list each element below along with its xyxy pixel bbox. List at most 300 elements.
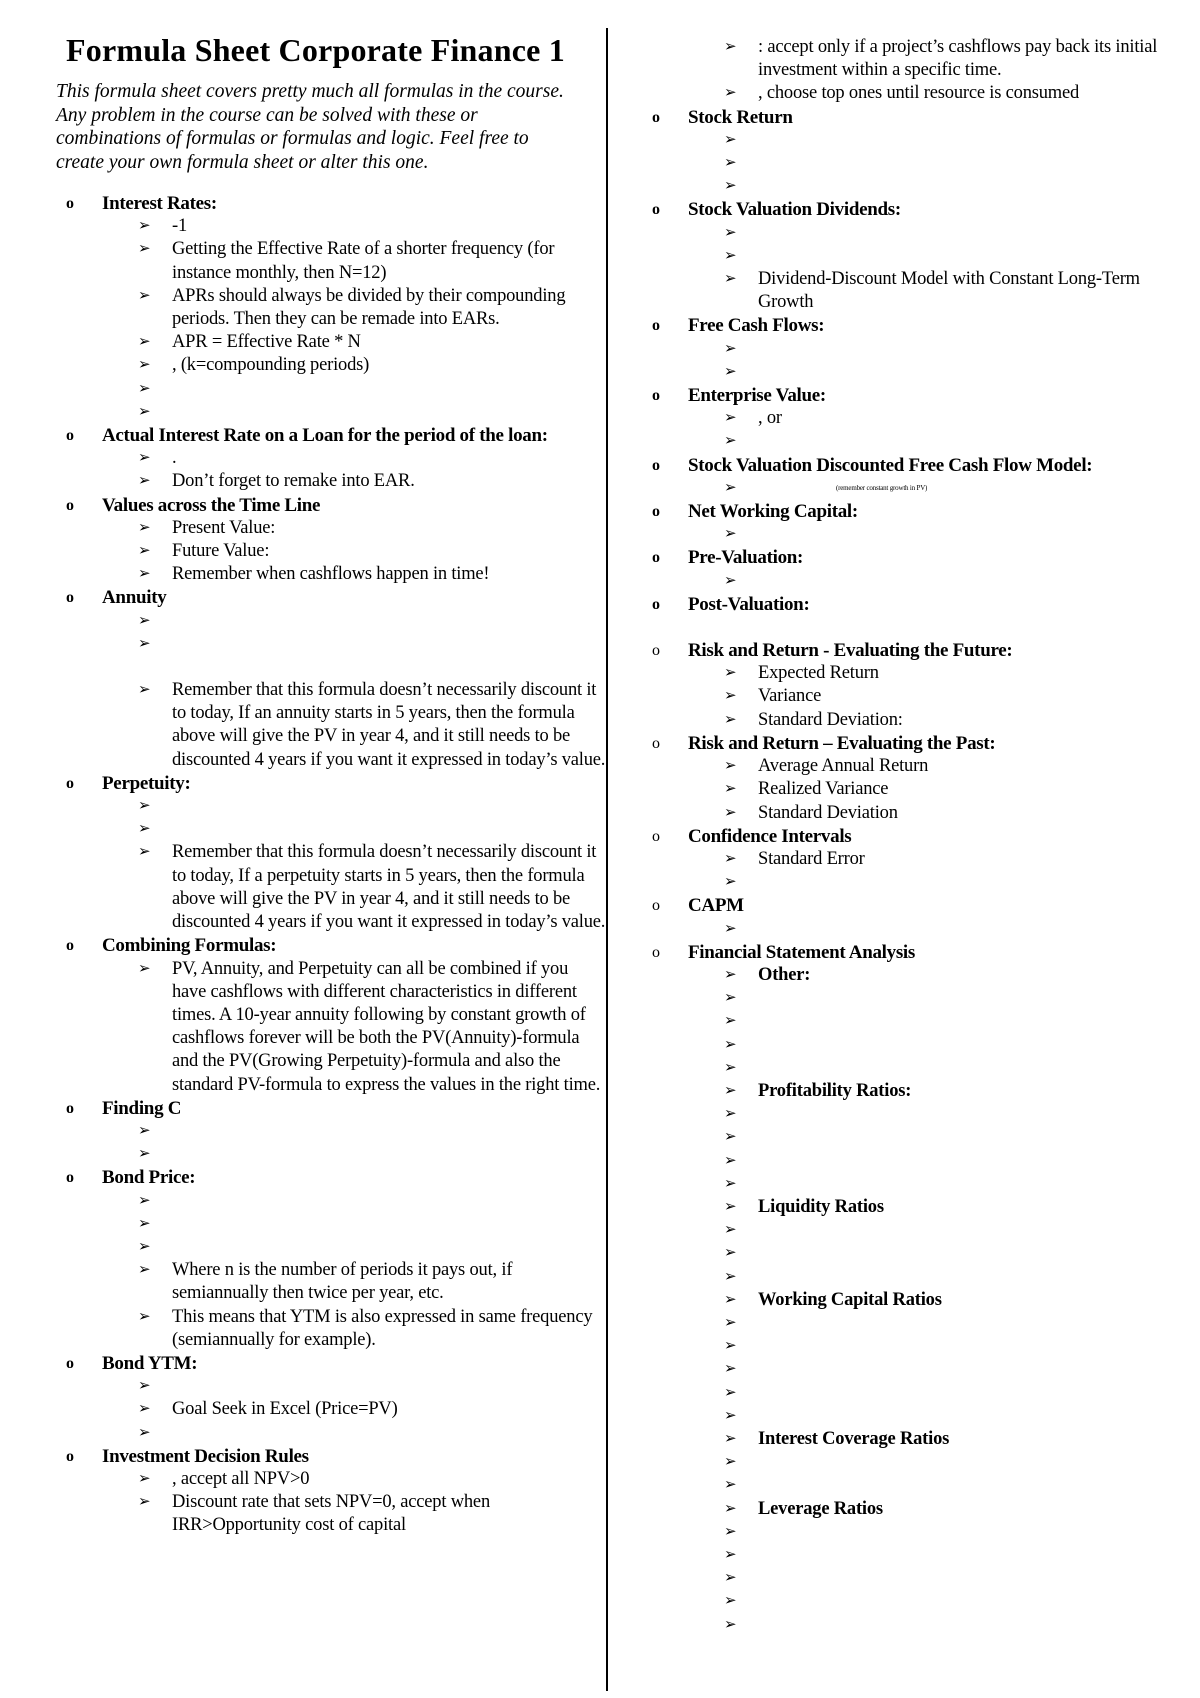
list-item bbox=[642, 1219, 1187, 1242]
page-title: Formula Sheet Corporate Finance 1 bbox=[66, 32, 565, 68]
arrow-bullet-icon: ➢ bbox=[724, 1268, 737, 1285]
list-item bbox=[642, 987, 1187, 1010]
list-item bbox=[56, 285, 606, 331]
list-item bbox=[56, 331, 606, 354]
section-heading bbox=[56, 424, 606, 447]
section-items bbox=[642, 338, 1187, 384]
section-title: Combining Formulas: bbox=[102, 935, 277, 957]
section-title: Bond Price: bbox=[102, 1167, 196, 1189]
list-item bbox=[56, 679, 606, 772]
section-heading bbox=[642, 639, 1187, 662]
right-sections bbox=[642, 106, 1187, 1637]
section-heading bbox=[56, 586, 606, 609]
item-text: , or bbox=[758, 408, 782, 429]
left-sections bbox=[56, 192, 606, 1538]
arrow-bullet-icon: ➢ bbox=[138, 1262, 151, 1279]
arrow-bullet-icon: ➢ bbox=[138, 380, 151, 397]
arrow-bullet-icon: ➢ bbox=[724, 1523, 737, 1540]
list-item bbox=[642, 1266, 1187, 1289]
circle-bullet-icon: o bbox=[66, 1447, 74, 1465]
list-item bbox=[642, 1312, 1187, 1335]
section-risk-and-return-evaluating-the-future bbox=[642, 639, 1187, 732]
section-title: Perpetuity: bbox=[102, 772, 191, 794]
circle-bullet-icon: o bbox=[652, 943, 660, 961]
section-finding-c bbox=[56, 1097, 606, 1167]
list-item bbox=[642, 802, 1187, 825]
item-text: Leverage Ratios bbox=[758, 1498, 883, 1519]
section-heading bbox=[642, 384, 1187, 407]
section-annuity bbox=[56, 586, 606, 771]
list-item bbox=[56, 215, 606, 238]
arrow-bullet-icon: ➢ bbox=[724, 1593, 737, 1610]
arrow-bullet-icon: ➢ bbox=[724, 1129, 737, 1146]
circle-bullet-icon: o bbox=[652, 108, 660, 126]
list-item bbox=[642, 1544, 1187, 1567]
arrow-bullet-icon: ➢ bbox=[138, 798, 151, 815]
section-pre-valuation bbox=[642, 546, 1187, 592]
section-capm bbox=[642, 894, 1187, 940]
item-text: (remember constant growth in PV) bbox=[836, 483, 928, 492]
list-item bbox=[56, 378, 606, 401]
circle-bullet-icon: o bbox=[652, 317, 660, 335]
section-heading bbox=[642, 546, 1187, 569]
item-text: . bbox=[172, 448, 177, 469]
arrow-bullet-icon: ➢ bbox=[724, 1059, 737, 1076]
arrow-bullet-icon: ➢ bbox=[724, 1222, 737, 1239]
section-heading bbox=[642, 732, 1187, 755]
list-item bbox=[642, 175, 1187, 198]
arrow-bullet-icon: ➢ bbox=[724, 1198, 737, 1215]
item-text: Remember that this formula doesn’t necessarily discount it to today, If a perpetuity starts in 5 years, then the formula above will give the PV in year 4, and it still needs to be discounted 4 years if you want it expressed in today’s value. bbox=[172, 842, 606, 933]
section-heading bbox=[56, 1445, 606, 1468]
section-items bbox=[642, 570, 1187, 593]
arrow-bullet-icon: ➢ bbox=[724, 131, 737, 148]
circle-bullet-icon: o bbox=[652, 456, 660, 474]
list-item bbox=[56, 540, 606, 563]
arrow-bullet-icon: ➢ bbox=[724, 850, 737, 867]
section-heading bbox=[56, 192, 606, 215]
list-item bbox=[642, 407, 1187, 430]
list-item bbox=[56, 633, 606, 656]
list-item bbox=[642, 338, 1187, 361]
right-top-items bbox=[642, 36, 1187, 106]
list-item bbox=[642, 1242, 1187, 1265]
arrow-bullet-icon: ➢ bbox=[724, 479, 737, 496]
list-item bbox=[56, 841, 606, 934]
section-items bbox=[56, 215, 606, 424]
section-heading bbox=[642, 106, 1187, 129]
section-title: Risk and Return - Evaluating the Future: bbox=[688, 640, 1013, 662]
section-title: CAPM bbox=[688, 895, 744, 917]
circle-bullet-icon: o bbox=[66, 589, 74, 607]
list-item bbox=[56, 1398, 606, 1421]
arrow-bullet-icon: ➢ bbox=[724, 39, 737, 55]
item-text: Where n is the number of periods it pays out, if semiannually then twice per year, etc. bbox=[172, 1260, 513, 1304]
arrow-bullet-icon: ➢ bbox=[724, 688, 737, 705]
section-items bbox=[642, 662, 1187, 732]
item-text: , choose top ones until resource is consumed bbox=[758, 83, 1080, 104]
arrow-bullet-icon: ➢ bbox=[724, 224, 737, 241]
arrow-bullet-icon: ➢ bbox=[724, 526, 737, 543]
arrow-bullet-icon: ➢ bbox=[724, 711, 737, 728]
circle-bullet-icon: o bbox=[652, 201, 660, 219]
section-items bbox=[642, 964, 1187, 1637]
list-item bbox=[56, 1422, 606, 1445]
list-item bbox=[56, 1236, 606, 1259]
section-title: Investment Decision Rules bbox=[102, 1445, 309, 1467]
section-heading bbox=[56, 1097, 606, 1120]
section-items bbox=[56, 1190, 606, 1352]
arrow-bullet-icon: ➢ bbox=[724, 804, 737, 821]
arrow-bullet-icon: ➢ bbox=[138, 473, 151, 490]
arrow-bullet-icon: ➢ bbox=[724, 1338, 737, 1355]
list-item bbox=[642, 1382, 1187, 1405]
subsection-item bbox=[642, 1196, 1187, 1219]
list-item bbox=[642, 1126, 1187, 1149]
item-text: , (k=compounding periods) bbox=[172, 355, 370, 376]
list-item bbox=[56, 1468, 606, 1491]
arrow-bullet-icon: ➢ bbox=[724, 1106, 737, 1123]
item-text: Remember that this formula doesn’t necessarily discount it to today, If an annuity starts in 5 years, then the formula above will give the PV in year 4, and it still needs to be discounted 4 years if you want it expressed in today’s value. bbox=[172, 680, 606, 770]
list-item bbox=[642, 662, 1187, 685]
section-title: Free Cash Flows: bbox=[688, 315, 825, 337]
circle-bullet-icon: o bbox=[66, 1099, 74, 1117]
list-item bbox=[56, 401, 606, 424]
list-item bbox=[642, 709, 1187, 732]
subsection-item bbox=[642, 1428, 1187, 1451]
circle-bullet-icon: o bbox=[652, 642, 660, 660]
section-title: Pre-Valuation: bbox=[688, 547, 804, 569]
section-heading bbox=[642, 198, 1187, 221]
blank-line bbox=[56, 656, 606, 679]
section-items bbox=[642, 407, 1187, 453]
column-divider bbox=[606, 28, 608, 1691]
arrow-bullet-icon: ➢ bbox=[138, 566, 151, 583]
list-item bbox=[56, 1259, 606, 1305]
item-text: , accept all NPV>0 bbox=[172, 1468, 310, 1489]
circle-bullet-icon: o bbox=[652, 734, 660, 752]
section-values-across-the-time-line bbox=[56, 494, 606, 587]
arrow-bullet-icon: ➢ bbox=[724, 920, 737, 937]
intro-paragraph: This formula sheet covers pretty much all formulas in the course. Any problem in the course can be solved with these or combinations of formulas or formulas and logic. Feel free to create your own formula sheet or alter this one. bbox=[56, 81, 564, 173]
arrow-bullet-icon: ➢ bbox=[724, 363, 737, 380]
list-item bbox=[56, 1143, 606, 1166]
section-items bbox=[56, 1468, 606, 1538]
section-net-working-capital bbox=[642, 500, 1187, 546]
list-item bbox=[642, 129, 1187, 152]
section-combining-formulas bbox=[56, 934, 606, 1096]
section-stock-valuation-discounted-free-cash-flow-model bbox=[642, 454, 1187, 500]
subsection-item bbox=[642, 1080, 1187, 1103]
list-item bbox=[642, 1358, 1187, 1381]
circle-bullet-icon: o bbox=[652, 595, 660, 613]
item-text: Getting the Effective Rate of a shorter frequency (for instance monthly, then N=12) bbox=[172, 239, 555, 283]
arrow-bullet-icon: ➢ bbox=[724, 1082, 737, 1099]
arrow-bullet-icon: ➢ bbox=[724, 1430, 737, 1447]
section-heading bbox=[56, 772, 606, 795]
section-items bbox=[56, 517, 606, 587]
arrow-bullet-icon: ➢ bbox=[724, 966, 737, 983]
circle-bullet-icon: o bbox=[66, 937, 74, 955]
list-item bbox=[56, 610, 606, 633]
arrow-bullet-icon: ➢ bbox=[724, 271, 737, 288]
section-title: Stock Valuation Discounted Free Cash Flow Model: bbox=[688, 454, 1093, 476]
arrow-bullet-icon: ➢ bbox=[138, 1308, 151, 1325]
arrow-bullet-icon: ➢ bbox=[724, 433, 737, 450]
list-item bbox=[642, 1451, 1187, 1474]
item-text: Don’t forget to remake into EAR. bbox=[172, 471, 415, 492]
arrow-bullet-icon: ➢ bbox=[138, 1494, 151, 1511]
arrow-bullet-icon: ➢ bbox=[138, 1424, 151, 1441]
circle-bullet-icon: o bbox=[66, 1354, 74, 1372]
item-text: Other: bbox=[758, 964, 811, 985]
section-title: Actual Interest Rate on a Loan for the period of the loan: bbox=[102, 425, 548, 447]
arrow-bullet-icon: ➢ bbox=[138, 1215, 151, 1232]
list-item bbox=[642, 1103, 1187, 1126]
circle-bullet-icon: o bbox=[66, 427, 74, 445]
arrow-bullet-icon: ➢ bbox=[724, 1407, 737, 1424]
arrow-bullet-icon: ➢ bbox=[724, 1616, 737, 1633]
item-text: : accept only if a project’s cashflows pay back its initial investment within a specific time. bbox=[758, 37, 1158, 81]
section-heading bbox=[56, 934, 606, 957]
arrow-bullet-icon: ➢ bbox=[138, 519, 151, 536]
arrow-bullet-icon: ➢ bbox=[138, 635, 151, 652]
list-item bbox=[56, 447, 606, 470]
arrow-bullet-icon: ➢ bbox=[138, 1192, 151, 1209]
section-items bbox=[642, 755, 1187, 825]
item-text: Variance bbox=[758, 686, 822, 707]
arrow-bullet-icon: ➢ bbox=[724, 1570, 737, 1587]
section-free-cash-flows bbox=[642, 314, 1187, 384]
arrow-bullet-icon: ➢ bbox=[138, 1470, 151, 1487]
list-item bbox=[642, 1150, 1187, 1173]
section-items bbox=[56, 1375, 606, 1445]
list-item bbox=[642, 1405, 1187, 1428]
section-title: Stock Return bbox=[688, 106, 793, 128]
arrow-bullet-icon: ➢ bbox=[138, 1146, 151, 1163]
subsection-item bbox=[642, 964, 1187, 987]
list-item bbox=[56, 1190, 606, 1213]
list-item bbox=[56, 1306, 606, 1352]
arrow-bullet-icon: ➢ bbox=[138, 1238, 151, 1255]
item-text: Profitability Ratios: bbox=[758, 1080, 912, 1101]
section-heading bbox=[642, 894, 1187, 917]
arrow-bullet-icon: ➢ bbox=[724, 781, 737, 798]
arrow-bullet-icon: ➢ bbox=[724, 1454, 737, 1471]
section-items bbox=[56, 1120, 606, 1166]
item-text: PV, Annuity, and Perpetuity can all be combined if you have cashflows with different characteristics in different times. A 10-year annuity following by constant growth of cashflows forever will be both the PV(Annuity)-formula and the PV(Growing Perpetuity)-formula and also the standard PV-formula to express the values in the right time. bbox=[172, 958, 601, 1095]
section-bond-ytm bbox=[56, 1352, 606, 1445]
item-text: Goal Seek in Excel (Price=PV) bbox=[172, 1399, 398, 1420]
subsection-item bbox=[642, 1289, 1187, 1312]
arrow-bullet-icon: ➢ bbox=[138, 1122, 151, 1139]
section-stock-return bbox=[642, 106, 1187, 199]
item-text: Standard Deviation bbox=[758, 802, 898, 823]
list-item bbox=[642, 570, 1187, 593]
section-items bbox=[56, 610, 606, 772]
section-items bbox=[642, 129, 1187, 199]
list-item bbox=[642, 1335, 1187, 1358]
item-text: Remember when cashflows happen in time! bbox=[172, 564, 490, 585]
arrow-bullet-icon: ➢ bbox=[138, 218, 151, 235]
arrow-bullet-icon: ➢ bbox=[724, 1500, 737, 1517]
list-item bbox=[642, 268, 1187, 314]
list-item bbox=[56, 238, 606, 284]
arrow-bullet-icon: ➢ bbox=[724, 1175, 737, 1192]
section-heading bbox=[56, 1352, 606, 1375]
list-item bbox=[642, 755, 1187, 778]
arrow-bullet-icon: ➢ bbox=[724, 1291, 737, 1308]
section-title: Bond YTM: bbox=[102, 1352, 198, 1374]
section-perpetuity bbox=[56, 772, 606, 934]
list-item bbox=[56, 517, 606, 540]
section-items bbox=[642, 918, 1187, 941]
item-text: Standard Error bbox=[758, 848, 865, 869]
item-text: Present Value: bbox=[172, 517, 276, 538]
list-item bbox=[56, 470, 606, 493]
arrow-bullet-icon: ➢ bbox=[138, 1401, 151, 1418]
item-text: Liquidity Ratios bbox=[758, 1196, 884, 1217]
arrow-bullet-icon: ➢ bbox=[724, 1477, 737, 1494]
section-items bbox=[642, 848, 1187, 894]
section-title: Finding C bbox=[102, 1097, 182, 1119]
item-text: Average Annual Return bbox=[758, 756, 929, 777]
list-item bbox=[642, 222, 1187, 245]
section-items bbox=[56, 795, 606, 934]
item-text: Future Value: bbox=[172, 541, 270, 562]
section-heading bbox=[642, 941, 1187, 964]
section-investment-decision-rules bbox=[56, 1445, 606, 1538]
section-heading bbox=[642, 500, 1187, 523]
arrow-bullet-icon: ➢ bbox=[138, 821, 151, 838]
circle-bullet-icon: o bbox=[66, 496, 74, 514]
section-items bbox=[642, 477, 1187, 500]
circle-bullet-icon: o bbox=[652, 827, 660, 845]
item-text: Interest Coverage Ratios bbox=[758, 1428, 950, 1449]
section-interest-rates bbox=[56, 192, 606, 424]
arrow-bullet-icon: ➢ bbox=[138, 357, 151, 374]
arrow-bullet-icon: ➢ bbox=[724, 572, 737, 589]
arrow-bullet-icon: ➢ bbox=[724, 665, 737, 682]
section-heading bbox=[642, 454, 1187, 477]
arrow-bullet-icon: ➢ bbox=[138, 334, 151, 351]
list-item bbox=[642, 871, 1187, 894]
section-title: Values across the Time Line bbox=[102, 494, 321, 516]
section-title: Risk and Return – Evaluating the Past: bbox=[688, 732, 996, 754]
right-column bbox=[642, 36, 1187, 1637]
section-title: Annuity bbox=[102, 587, 167, 609]
list-item bbox=[642, 1173, 1187, 1196]
list-item bbox=[642, 1590, 1187, 1613]
list-item bbox=[642, 152, 1187, 175]
list-item bbox=[56, 818, 606, 841]
list-item bbox=[56, 563, 606, 586]
item-text: APR = Effective Rate * N bbox=[172, 332, 361, 353]
list-item bbox=[56, 1120, 606, 1143]
list-item bbox=[56, 1213, 606, 1236]
section-risk-and-return-evaluating-the-past bbox=[642, 732, 1187, 825]
arrow-bullet-icon: ➢ bbox=[138, 682, 151, 699]
arrow-bullet-icon: ➢ bbox=[138, 844, 151, 861]
item-text: APRs should always be divided by their compounding periods. Then they can be remade into EARs. bbox=[172, 285, 566, 330]
item-text: Discount rate that sets NPV=0, accept when IRR>Opportunity cost of capital bbox=[172, 1492, 490, 1536]
list-item bbox=[642, 1010, 1187, 1033]
arrow-bullet-icon: ➢ bbox=[724, 990, 737, 1007]
list-item bbox=[642, 1614, 1187, 1637]
arrow-bullet-icon: ➢ bbox=[724, 247, 737, 264]
arrow-bullet-icon: ➢ bbox=[724, 758, 737, 775]
list-item bbox=[642, 36, 1187, 82]
section-items bbox=[642, 616, 1187, 639]
blank-line bbox=[642, 616, 1187, 639]
list-item bbox=[642, 1474, 1187, 1497]
section-title: Confidence Intervals bbox=[688, 825, 852, 847]
circle-bullet-icon: o bbox=[652, 503, 660, 521]
section-post-valuation bbox=[642, 593, 1187, 639]
arrow-bullet-icon: ➢ bbox=[724, 1314, 737, 1331]
list-item bbox=[642, 477, 1187, 500]
section-title: Financial Statement Analysis bbox=[688, 941, 916, 963]
arrow-bullet-icon: ➢ bbox=[724, 410, 737, 427]
section-bond-price bbox=[56, 1166, 606, 1352]
list-item bbox=[642, 430, 1187, 453]
section-confidence-intervals bbox=[642, 825, 1187, 895]
list-item bbox=[642, 82, 1187, 105]
arrow-bullet-icon: ➢ bbox=[138, 543, 151, 560]
list-item bbox=[56, 958, 606, 1097]
list-item bbox=[642, 1521, 1187, 1544]
circle-bullet-icon: o bbox=[66, 1169, 74, 1187]
circle-bullet-icon: o bbox=[652, 897, 660, 915]
arrow-bullet-icon: ➢ bbox=[138, 960, 151, 977]
arrow-bullet-icon: ➢ bbox=[724, 1361, 737, 1378]
circle-bullet-icon: o bbox=[652, 549, 660, 567]
section-heading bbox=[56, 1166, 606, 1189]
list-item bbox=[642, 245, 1187, 268]
arrow-bullet-icon: ➢ bbox=[724, 874, 737, 891]
arrow-bullet-icon: ➢ bbox=[138, 287, 151, 304]
section-stock-valuation-dividends bbox=[642, 198, 1187, 314]
section-heading bbox=[642, 593, 1187, 616]
arrow-bullet-icon: ➢ bbox=[724, 1245, 737, 1262]
list-item bbox=[56, 1375, 606, 1398]
arrow-bullet-icon: ➢ bbox=[724, 155, 737, 172]
arrow-bullet-icon: ➢ bbox=[724, 178, 737, 195]
arrow-bullet-icon: ➢ bbox=[724, 1152, 737, 1169]
arrow-bullet-icon: ➢ bbox=[138, 241, 151, 258]
list-item bbox=[642, 848, 1187, 871]
arrow-bullet-icon: ➢ bbox=[724, 1384, 737, 1401]
list-item bbox=[56, 795, 606, 818]
list-item bbox=[642, 918, 1187, 941]
subsection-item bbox=[642, 1498, 1187, 1521]
arrow-bullet-icon: ➢ bbox=[138, 612, 151, 629]
item-text: Dividend-Discount Model with Constant Long-Term Growth bbox=[758, 269, 1140, 313]
list-item bbox=[56, 354, 606, 377]
circle-bullet-icon: o bbox=[652, 387, 660, 405]
arrow-bullet-icon: ➢ bbox=[138, 403, 151, 420]
item-text: -1 bbox=[172, 216, 188, 237]
circle-bullet-icon: o bbox=[66, 774, 74, 792]
section-title: Net Working Capital: bbox=[688, 501, 858, 523]
arrow-bullet-icon: ➢ bbox=[138, 1378, 151, 1395]
item-text: This means that YTM is also expressed in same frequency (semiannually for example). bbox=[172, 1306, 593, 1350]
left-column bbox=[56, 30, 606, 1538]
arrow-bullet-icon: ➢ bbox=[724, 1013, 737, 1030]
section-actual-interest-rate-on-a-loan-for-the-period-of-the-loan bbox=[56, 424, 606, 494]
item-text: Working Capital Ratios bbox=[758, 1289, 942, 1310]
section-heading bbox=[56, 494, 606, 517]
